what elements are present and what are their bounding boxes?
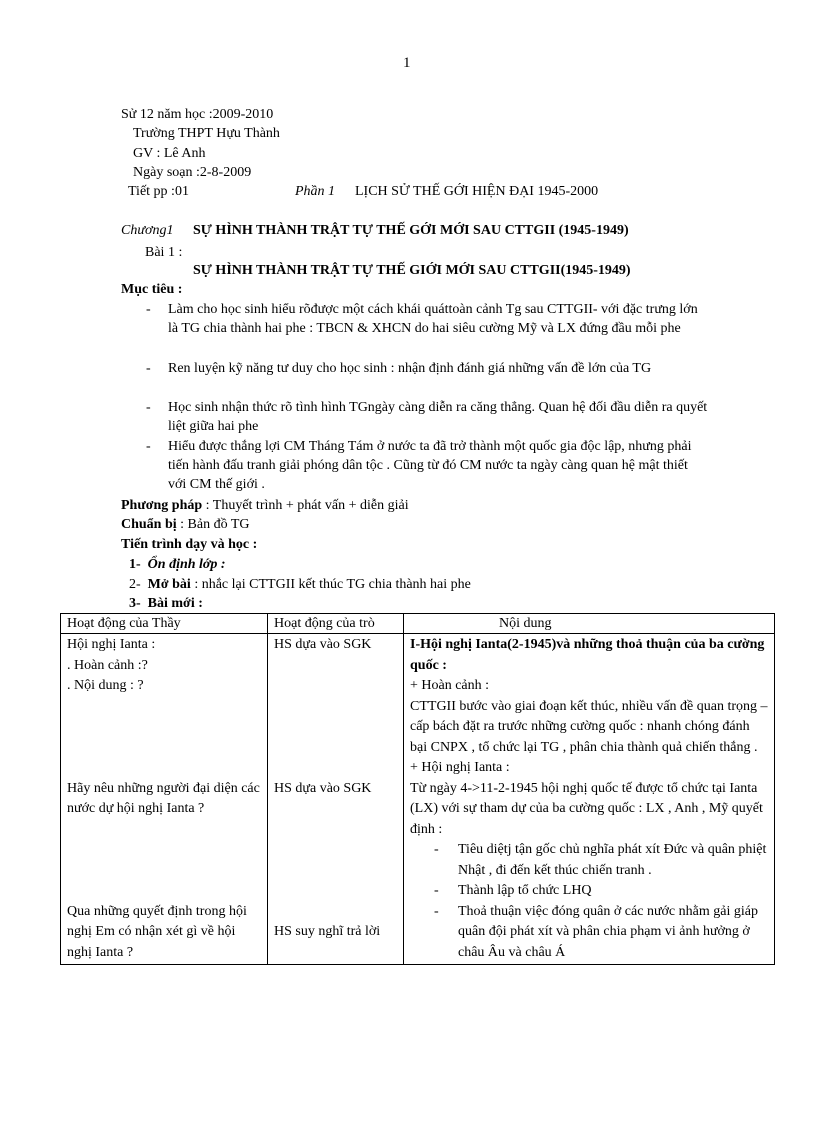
- content-cell: [404, 634, 775, 965]
- part-label: Phần 1: [295, 184, 336, 199]
- method-label: Phương pháp: [121, 498, 203, 513]
- list-item-text: Thoả thuận việc đóng quân ở các nước nhằm gải giáp quân đội phát xít và phân chia phạm vi ảnh hưởng ở châu Âu và châu Á: [458, 903, 758, 960]
- list-item: [410, 902, 769, 964]
- list-item-text: Tiêu diệtj tận gốc chủ nghĩa phát xít Đức và quân phiệt Nhật , đi đến kết thúc chiến tranh .: [458, 842, 767, 878]
- prepare-line: [121, 515, 250, 534]
- step-label: Ổn định lớp :: [147, 557, 226, 572]
- header-teacher-activity: Hoạt động của Thầy: [61, 614, 268, 634]
- dash-bullet: -: [434, 883, 439, 898]
- chapter-title: SỰ HÌNH THÀNH TRẬT TỰ THẾ GỚI MỚI SAU CTTGII (1945-1949): [193, 223, 629, 238]
- dash-bullet: -: [146, 302, 151, 317]
- dash-bullet: -: [146, 439, 151, 454]
- header-content: Nội dung: [404, 614, 775, 634]
- teacher-text: . Hoàn cảnh :?: [67, 657, 148, 673]
- part-title: LỊCH SỬ THẾ GỚI HIỆN ĐẠI 1945-2000: [355, 184, 599, 199]
- objective-text: Học sinh nhận thức rõ tình hình TGngày càng diễn ra căng thẳng. Quan hệ đối đầu diễn ra quyết liệt giữa hai phe: [168, 400, 708, 434]
- process-step: [129, 575, 471, 594]
- spacer: [67, 820, 262, 902]
- spacer: [67, 697, 262, 779]
- content-text: + Hội nghị Ianta :: [410, 760, 510, 775]
- header-subject-year: Sử 12 năm học :2009-2010: [121, 107, 274, 122]
- table-header-row: [61, 614, 775, 634]
- decision-list: [410, 840, 769, 963]
- list-item-text: Thành lập tổ chức LHQ: [458, 883, 592, 898]
- header-student-activity: Hoạt động của trò: [268, 614, 404, 634]
- teacher-text: . Nội dung : ?: [67, 678, 144, 693]
- chapter-label: Chương1: [121, 223, 174, 238]
- method-line: [121, 496, 409, 515]
- objective-text: Làm cho học sinh hiểu rõđược một cách khái quáttoàn cảnh Tg sau CTTGII- với đặc trưng lớn là TG chia thành hai phe : TBCN & XHCN do hai siêu cường Mỹ và LX đứng đầu mỗi phe: [168, 302, 698, 336]
- dash-bullet: -: [434, 903, 439, 919]
- prepare-text: : Bản đồ TG: [176, 517, 250, 532]
- table-row: [61, 634, 775, 965]
- dash-bullet: -: [146, 400, 151, 415]
- step-label: Bài mới :: [147, 596, 203, 611]
- spacer: [274, 799, 398, 922]
- process-heading: Tiến trình dạy và học :: [121, 537, 258, 552]
- step-number: 2-: [129, 577, 141, 592]
- student-text: HS suy nghĩ trả lời: [274, 924, 381, 939]
- dash-bullet: -: [434, 842, 439, 857]
- student-text: HS dựa vào SGK: [274, 637, 372, 652]
- objective-text: Ren luyện kỹ năng tư duy cho học sinh : nhận định đánh giá những vấn đề lớn của TG: [168, 361, 652, 376]
- step-number: 1-: [129, 557, 141, 572]
- header-school: Trường THPT Hựu Thành: [133, 126, 280, 141]
- content-text: CTTGII bước vào giai đoạn kết thúc, nhiều vấn đề quan trọng –cấp bách đặt ra trước những cường quốc : nhanh chóng đánh bại CNPX , tổ chức lại TG , phân chia thành quả chiến thắng .: [410, 698, 768, 755]
- header-teacher: GV : Lê Anh: [133, 146, 206, 161]
- step-label: Mở bài: [147, 577, 191, 592]
- teacher-text: Hội nghị Ianta :: [67, 637, 156, 652]
- content-title: I-Hội nghị Ianta(2-1945)và những thoả thuận của ba cường quốc :: [410, 637, 765, 673]
- objectives-heading: Mục tiêu :: [121, 282, 183, 297]
- spacer: [274, 656, 398, 779]
- teacher-text: Qua những quyết định trong hội nghị Em có nhận xét gì về hội nghị Ianta ?: [67, 903, 247, 960]
- lesson-table: [60, 613, 775, 965]
- content-text: Từ ngày 4->11-2-1945 hội nghị quốc tế được tổ chức tại Ianta (LX) với sự tham dự của ba cường quốc : LX , Anh , Mỹ quyết định :: [410, 780, 763, 837]
- lesson-label: Bài 1 :: [145, 245, 183, 260]
- step-text: : nhắc lại CTTGII kết thúc TG chia thành hai phe: [190, 577, 471, 592]
- process-step: [129, 594, 203, 613]
- list-item: [410, 881, 769, 902]
- method-text: : Thuyết trình + phát vấn + diễn giải: [202, 498, 409, 513]
- teacher-activity-cell: [61, 634, 268, 965]
- process-step: [129, 555, 226, 574]
- objective-text: Hiểu được thắng lợi CM Tháng Tám ở nước ta đã trở thành một quốc gia độc lập, nhưng phải tiến hành đấu tranh giải phóng dân tộc . Cũng từ đó CM nước ta ngày càng quan hệ mật thiết với CM thế giới .: [168, 439, 692, 492]
- prepare-label: Chuẩn bị: [121, 517, 177, 532]
- page-number: 1: [403, 55, 411, 71]
- content-text: + Hoàn cảnh :: [410, 678, 490, 693]
- header-date: Ngày soạn :2-8-2009: [133, 165, 252, 180]
- student-text: HS dựa vào SGK: [274, 780, 372, 796]
- list-item: [410, 840, 769, 881]
- header-period: Tiết pp :01: [128, 184, 189, 199]
- dash-bullet: -: [146, 361, 151, 376]
- student-activity-cell: [268, 634, 404, 965]
- lesson-title: SỰ HÌNH THÀNH TRẬT TỰ THẾ GIỚI MỚI SAU CTTGII(1945-1949): [193, 263, 631, 278]
- step-number: 3-: [129, 596, 141, 611]
- teacher-text: Hãy nêu những người đại diện các nước dự hội nghị Ianta ?: [67, 780, 260, 816]
